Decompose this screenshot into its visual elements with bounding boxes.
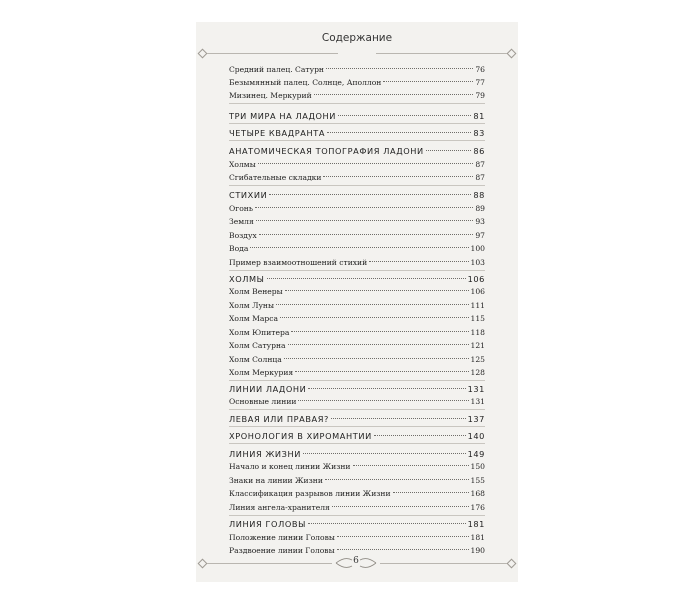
- toc-entry-title: Холм Меркурия: [229, 368, 294, 377]
- toc-group-divider: [229, 515, 485, 516]
- toc-entry: [229, 274, 485, 284]
- header-rule-right: [376, 53, 510, 54]
- toc-leader-dots: [337, 536, 469, 537]
- toc-entry: [229, 519, 485, 529]
- toc-entry: [229, 128, 485, 138]
- toc-leader-dots: [267, 278, 466, 279]
- toc-leader-dots: [280, 317, 468, 318]
- toc-entry-page: 149: [467, 449, 485, 459]
- toc-entry: [229, 111, 485, 121]
- toc-entry-title: Холм Луны: [229, 301, 275, 310]
- toc-entry: [229, 414, 485, 424]
- toc-entry-title: Сгибательные складки: [229, 173, 322, 182]
- toc-leader-dots: [269, 194, 471, 195]
- toc-group-divider: [229, 409, 485, 410]
- toc-entry-page: 87: [475, 173, 485, 182]
- toc-leader-dots: [325, 479, 469, 480]
- toc-leader-dots: [374, 435, 466, 436]
- toc-leader-dots: [338, 115, 471, 116]
- toc-leader-dots: [276, 304, 468, 305]
- toc-leader-dots: [308, 388, 465, 389]
- toc-entry-page: 155: [470, 476, 485, 485]
- toc-entry: [229, 341, 485, 350]
- toc-entry: [229, 287, 485, 296]
- toc-leader-dots: [255, 207, 473, 208]
- toc-entry: [229, 476, 485, 485]
- toc-entry: [229, 462, 485, 471]
- toc-entry-title: Огонь: [229, 204, 253, 213]
- toc-entry-title: Холм Марса: [229, 314, 279, 323]
- toc-entry-page: 87: [475, 160, 485, 169]
- toc-entry-page: 83: [473, 128, 485, 138]
- toc-group-divider: [229, 103, 485, 104]
- toc-entry-title: ТРИ МИРА НА ЛАДОНИ: [229, 111, 337, 121]
- toc-group-divider: [229, 443, 485, 444]
- toc-entry-title: Классификация разрывов линии Жизни: [229, 489, 391, 498]
- toc-entry-page: 79: [475, 91, 485, 100]
- toc-entry: [229, 258, 485, 267]
- toc-leader-dots: [426, 150, 472, 151]
- toc-group-divider: [229, 123, 485, 124]
- toc-leader-dots: [327, 132, 471, 133]
- toc-entry-page: 168: [470, 489, 485, 498]
- toc-entry-page: 103: [470, 258, 485, 267]
- toc-entry-page: 106: [467, 274, 485, 284]
- toc-entry-page: 118: [470, 328, 485, 337]
- toc-entry: [229, 65, 485, 74]
- toc-entry-title: Положение линии Головы: [229, 533, 335, 542]
- toc-entry-page: 86: [473, 146, 485, 156]
- toc-entry-title: Пример взаимоотношений стихий: [229, 258, 368, 267]
- toc-entry: [229, 78, 485, 87]
- toc-entry: [229, 489, 485, 498]
- toc-entry: [229, 328, 485, 337]
- toc-entry-page: 115: [470, 314, 485, 323]
- toc-entry: [229, 449, 485, 459]
- toc-entry-page: 81: [473, 111, 485, 121]
- toc-entry-title: Основные линии: [229, 397, 297, 406]
- toc-entry-page: 125: [470, 355, 485, 364]
- toc-entry: [229, 301, 485, 310]
- toc-entry-page: 88: [473, 190, 485, 200]
- footer-rule-left: [204, 563, 332, 564]
- header-rule-left: [204, 53, 338, 54]
- toc-entry: [229, 146, 485, 156]
- toc-entry-page: 76: [475, 65, 485, 74]
- toc-leader-dots: [331, 418, 466, 419]
- toc-entry-title: ЛИНИИ ЛАДОНИ: [229, 384, 307, 394]
- toc-entry-title: Холмы: [229, 160, 256, 169]
- toc-entry-page: 100: [470, 244, 485, 253]
- toc-entry-title: ХРОНОЛОГИЯ В ХИРОМАНТИИ: [229, 431, 372, 441]
- page-number: 6: [353, 556, 359, 566]
- toc-entry: [229, 431, 485, 441]
- toc-entry-page: 140: [467, 431, 485, 441]
- toc-leader-dots: [332, 506, 469, 507]
- toc-leader-dots: [291, 331, 468, 332]
- toc-entry-page: 93: [475, 217, 485, 226]
- toc-entry-title: Вода: [229, 244, 249, 253]
- toc-group-divider: [229, 140, 485, 141]
- toc-group-divider: [229, 426, 485, 427]
- toc-entry-page: 106: [470, 287, 485, 296]
- toc-entry: [229, 204, 485, 213]
- toc-leader-dots: [323, 176, 473, 177]
- toc-leader-dots: [284, 358, 469, 359]
- toc-leader-dots: [256, 220, 474, 221]
- header-ornament-left: [198, 49, 208, 59]
- toc-entry: [229, 190, 485, 200]
- toc-entry-title: Холм Солнца: [229, 355, 282, 364]
- toc-leader-dots: [369, 261, 468, 262]
- toc-entry: [229, 397, 485, 406]
- toc-entry: [229, 217, 485, 226]
- toc-entry-title: Раздвоение линии Головы: [229, 546, 335, 555]
- toc-entry-page: 137: [467, 414, 485, 424]
- toc-entry-title: Безымянный палец. Солнце, Аполлон: [229, 78, 382, 87]
- toc-entry: [229, 355, 485, 364]
- toc-entry-page: 150: [470, 462, 485, 471]
- toc-leader-dots: [314, 94, 474, 95]
- toc-entry-title: Земля: [229, 217, 254, 226]
- toc-entry: [229, 368, 485, 377]
- toc-entry: [229, 173, 485, 182]
- toc-entry-title: Линия ангела-хранителя: [229, 503, 330, 512]
- toc-entry: [229, 314, 485, 323]
- page-header-title: Содержание: [321, 32, 393, 44]
- toc-entry-page: 128: [470, 368, 485, 377]
- footer-ornament-right: [507, 559, 517, 569]
- toc-leader-dots: [295, 371, 468, 372]
- toc-leader-dots: [353, 465, 469, 466]
- toc-leader-dots: [383, 81, 473, 82]
- toc-entry: [229, 503, 485, 512]
- toc-entry-page: 121: [470, 341, 485, 350]
- toc-leader-dots: [303, 453, 466, 454]
- toc-leader-dots: [285, 290, 469, 291]
- toc-entry-title: ЛИНИЯ ЖИЗНИ: [229, 449, 301, 459]
- toc-entry-page: 176: [470, 503, 485, 512]
- toc-entry: [229, 384, 485, 394]
- toc-entry-title: ЛЕВАЯ ИЛИ ПРАВАЯ?: [229, 414, 329, 424]
- toc-leader-dots: [259, 234, 474, 235]
- toc-group-divider: [229, 380, 485, 381]
- toc-entry-page: 131: [467, 384, 485, 394]
- toc-leader-dots: [308, 523, 466, 524]
- toc-entry-page: 97: [475, 231, 485, 240]
- toc-entry-page: 89: [475, 204, 485, 213]
- toc-entry: [229, 231, 485, 240]
- toc-group-divider: [229, 185, 485, 186]
- toc-entry-title: Холм Юпитера: [229, 328, 290, 337]
- toc-entry-title: Начало и конец линии Жизни: [229, 462, 351, 471]
- toc-entry-page: 131: [470, 397, 485, 406]
- toc-group-divider: [229, 270, 485, 271]
- toc-entry: [229, 91, 485, 100]
- toc-entry: [229, 160, 485, 169]
- toc-leader-dots: [393, 492, 469, 493]
- toc-entry-title: ХОЛМЫ: [229, 274, 265, 284]
- toc-entry-title: ЛИНИЯ ГОЛОВЫ: [229, 519, 306, 529]
- toc-entry-page: 181: [470, 533, 485, 542]
- toc-entry-title: Знаки на линии Жизни: [229, 476, 323, 485]
- toc-leader-dots: [258, 163, 474, 164]
- toc-leader-dots: [298, 400, 468, 401]
- toc-entry-page: 77: [475, 78, 485, 87]
- toc-entry-title: Холм Венеры: [229, 287, 283, 296]
- book-page: [196, 22, 518, 582]
- toc-entry: [229, 244, 485, 253]
- toc-entry: [229, 533, 485, 542]
- toc-entry-title: Средний палец. Сатурн: [229, 65, 324, 74]
- footer-rule-right: [380, 563, 510, 564]
- toc-leader-dots: [250, 247, 468, 248]
- toc-entry-title: Воздух: [229, 231, 257, 240]
- toc-leader-dots: [326, 68, 473, 69]
- toc-leader-dots: [337, 549, 469, 550]
- toc-entry-page: 190: [470, 546, 485, 555]
- footer-ornament-left: [198, 559, 208, 569]
- toc-entry-title: Мизинец. Меркурий: [229, 91, 312, 100]
- toc-entry-page: 181: [467, 519, 485, 529]
- toc-entry-page: 111: [470, 301, 485, 310]
- footer-ornament: [196, 554, 518, 574]
- toc-entry-title: Холм Сатурна: [229, 341, 286, 350]
- toc-entry-title: ЧЕТЫРЕ КВАДРАНТА: [229, 128, 326, 138]
- toc-entry-title: АНАТОМИЧЕСКАЯ ТОПОГРАФИЯ ЛАДОНИ: [229, 146, 424, 156]
- header-ornament-right: [507, 49, 517, 59]
- toc-entry-title: СТИХИИ: [229, 190, 268, 200]
- toc-leader-dots: [288, 344, 469, 345]
